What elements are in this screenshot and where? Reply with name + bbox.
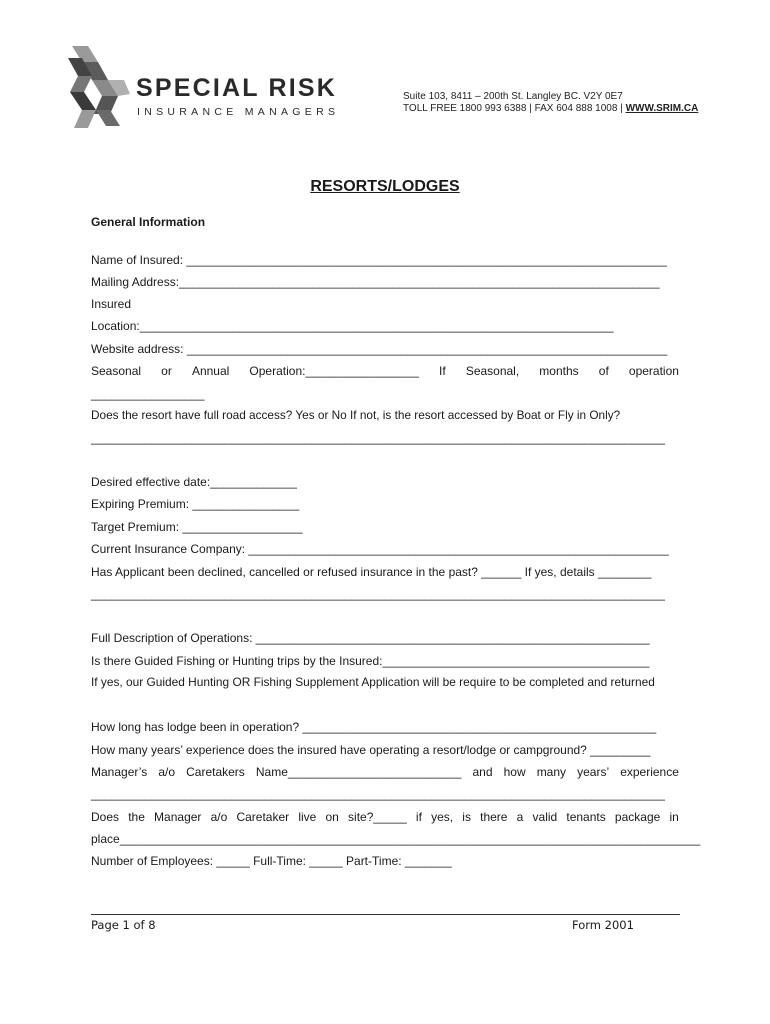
employees-field[interactable]: Number of Employees: _____ Full-Time: _____ Part-Time: _______	[91, 854, 452, 868]
target-premium-field[interactable]: Target Premium: __________________	[91, 520, 303, 534]
manager-experience-blank[interactable]: ______________________________________________________________________________________	[91, 787, 665, 801]
experience-field[interactable]: How many years’ experience does the insured have operating a resort/lodge or campground? _________	[91, 743, 651, 757]
months-of-operation-blank[interactable]: _________________	[91, 387, 205, 401]
footer-divider	[91, 914, 680, 915]
brand-name: SPECIAL RISK	[136, 74, 337, 102]
how-long-field[interactable]: How long has lodge been in operation? _____________________________________________________	[91, 720, 657, 734]
name-of-insured-field[interactable]: Name of Insured: ________________________________________________________________________	[91, 253, 667, 267]
mailing-address-field[interactable]: Mailing Address:________________________________________________________________________	[91, 275, 660, 289]
road-access-question[interactable]: Does the resort have full road access? Yes or No If not, is the resort accessed by Boat or Fly in Only?	[91, 408, 621, 422]
location-field[interactable]: Location:_______________________________________________________________________	[91, 319, 614, 333]
insured-label: Insured	[91, 297, 132, 311]
company-address: Suite 103, 8411 – 200th St. Langley BC. V2Y 0E7	[403, 91, 623, 102]
guided-supplement-note: If yes, our Guided Hunting OR Fishing Supplement Application will be require to be completed and returned	[91, 675, 655, 689]
phone-fax: TOLL FREE 1800 993 6388 | FAX 604 888 1008 |	[403, 103, 626, 114]
website-address-field[interactable]: Website address: ________________________________________________________________________	[91, 342, 668, 356]
road-access-blank[interactable]: ______________________________________________________________________________________	[91, 431, 665, 445]
current-insurance-field[interactable]: Current Insurance Company: _______________________________________________________________	[91, 542, 669, 556]
desired-effective-date-field[interactable]: Desired effective date:_____________	[91, 475, 297, 489]
company-contact	[403, 104, 698, 114]
form-number: Form 2001	[572, 918, 634, 932]
website-link[interactable]: WWW.SRIM.CA	[625, 103, 699, 114]
place-blank[interactable]: place_______________________________________________________________________________________	[91, 832, 701, 846]
full-description-field[interactable]: Full Description of Operations: ___________________________________________________________	[91, 631, 650, 645]
seasonal-annual-field[interactable]: Seasonal or Annual Operation:_________________ If Seasonal, months of operation	[91, 364, 679, 378]
company-logo-icon	[68, 44, 130, 130]
page-number: Page 1 of 8	[91, 918, 156, 932]
declined-details-blank[interactable]: ______________________________________________________________________________________	[91, 587, 665, 601]
brand-subtitle: INSURANCE MANAGERS	[137, 106, 340, 118]
page-title: RESORTS/LODGES	[310, 178, 460, 195]
expiring-premium-field[interactable]: Expiring Premium: ________________	[91, 497, 300, 511]
manager-name-field[interactable]: Manager’s a/o Caretakers Name__________________________ and how many years’ experience	[91, 765, 679, 779]
live-on-site-field[interactable]: Does the Manager a/o Caretaker live on site?_____ if yes, is there a valid tenants package in	[91, 810, 679, 824]
declined-question[interactable]: Has Applicant been declined, cancelled or refused insurance in the past? ______ If yes, details ________	[91, 565, 652, 579]
guided-trips-field[interactable]: Is there Guided Fishing or Hunting trips by the Insured:________________________________________	[91, 654, 650, 668]
section-heading: General Information	[91, 215, 206, 229]
